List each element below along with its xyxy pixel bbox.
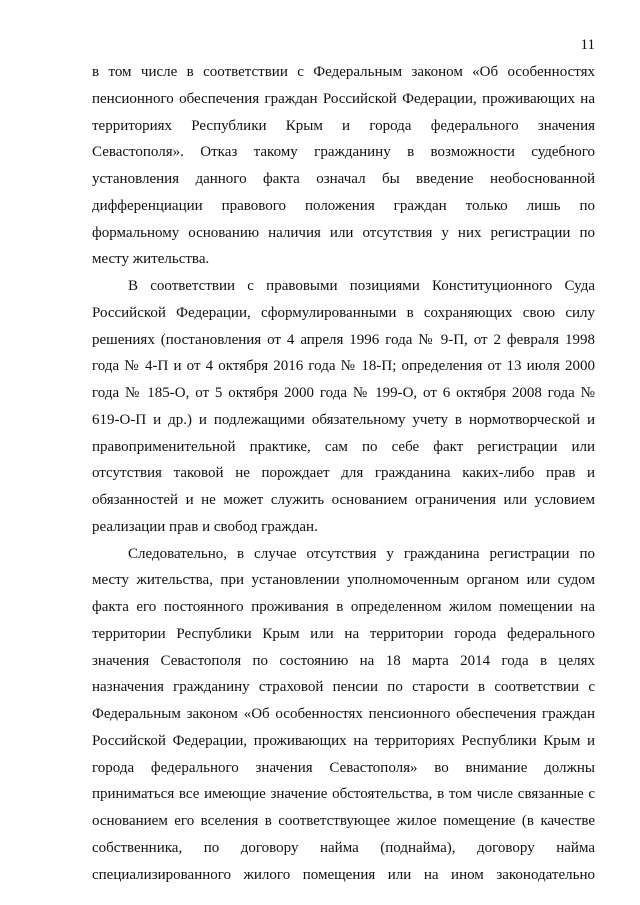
text-line: В соответствии с правовыми позициями Конституционного Суда (128, 278, 595, 294)
text-line: специализированного жилого помещения или на ином законодательно (92, 866, 595, 883)
text-line: правоприменительной практике, сам по себе факт регистрации или (92, 438, 595, 455)
text-line: факта его постоянного проживания в определенном жилом помещении на (92, 599, 595, 615)
text-line: Федеральным законом «Об особенностях пенсионного обеспечения граждан (92, 706, 595, 722)
text-line: Российской Федерации, проживающих на территориях Республики Крым и (92, 732, 595, 749)
text-line: в том числе в соответствии с Федеральным законом «Об особенностях (92, 64, 595, 80)
text-line: Следовательно, в случае отсутствия у гражданина регистрации по (128, 545, 595, 562)
text-line: Российской Федерации, сформулированными в сохраняющих свою силу (92, 304, 595, 321)
text-line: обязанностей и не может служить основанием ограничения или условием (92, 492, 595, 508)
text-line: решениях (постановления от 4 апреля 1996 года № 9-П, от 2 февраля 1998 (92, 331, 595, 348)
text-line: города федерального значения Севастополя» во внимание должны (92, 759, 595, 776)
text-line: Севастополя». Отказ такому гражданину в возможности судебного (92, 144, 595, 161)
text-line: отсутствия таковой не порождает для гражданина каких-либо прав и (92, 465, 595, 482)
text-line: реализации прав и свобод граждан. (92, 518, 318, 535)
text-line: значения Севастополя по состоянию на 18 марта 2014 года в целях (92, 652, 595, 669)
text-line: месту жительства. (92, 251, 210, 268)
text-line: собственника, по договору найма (поднайма), договору найма (92, 839, 595, 856)
text-line: пенсионного обеспечения граждан Российской Федерации, проживающих на (92, 90, 595, 107)
text-line: основанием его вселения в соответствующее жилое помещение (в качестве (92, 813, 595, 829)
text-line: назначения гражданину страховой пенсии по старости в соответствии с (92, 679, 595, 696)
text-line: 619-О-П и др.) и подлежащими обязательному учету в нормотворческой и (92, 411, 595, 428)
text-line: года № 185-О, от 5 октября 2000 года № 199-О, от 6 октября 2008 года № (92, 385, 595, 401)
page-number: 11 (580, 37, 595, 53)
text-line: дифференциации правового положения граждан только лишь по (92, 197, 595, 214)
text-line: года № 4-П и от 4 октября 2016 года № 18-П; определения от 13 июля 2000 (92, 358, 595, 375)
text-line: территории Республики Крым или на территории города федерального (92, 625, 595, 642)
body-text (92, 59, 595, 888)
text-line: месту жительства, при установлении уполномоченным органом или судом (92, 572, 595, 589)
text-line: территориях Республики Крым и города федерального значения (92, 117, 595, 134)
text-line: приниматься все имеющие значение обстоятельства, в том числе связанные с (92, 786, 595, 803)
text-line: формальному основанию наличия или отсутствия у них регистрации по (92, 224, 595, 241)
text-line: установления данного факта означал бы введение необоснованной (92, 171, 595, 187)
